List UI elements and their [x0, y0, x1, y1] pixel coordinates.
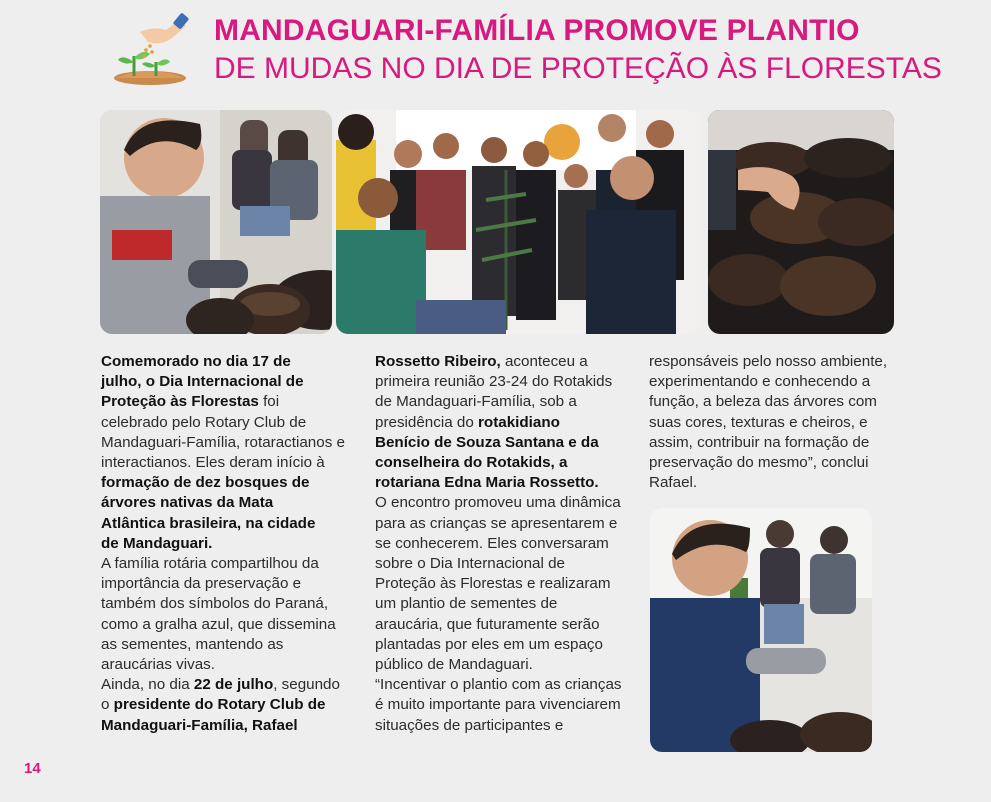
text-line	[649, 413, 911, 433]
body-text: importância da preservação e	[101, 575, 302, 593]
body-text: Rafael.	[649, 474, 698, 492]
headline-line-1: MANDAGUARI-FAMÍLIA PROMOVE PLANTIO	[214, 14, 860, 47]
text-line	[375, 615, 637, 635]
bold-text: julho, o Dia Internacional de	[101, 373, 304, 391]
body-text: “Incentivar o plantio com as crianças	[375, 676, 622, 694]
bold-text: Proteção às Florestas	[101, 393, 259, 411]
text-line	[375, 594, 637, 614]
photo-boy-planting-seeds	[100, 110, 332, 334]
body-text: o	[101, 696, 114, 714]
text-line	[375, 655, 637, 675]
text-line	[649, 433, 911, 453]
body-text: primeira reunião 23-24 do Rotakids	[375, 373, 613, 391]
text-line	[375, 716, 637, 736]
photo-boy-planting-seeds-2	[650, 508, 872, 752]
text-line	[101, 675, 353, 695]
body-text: , segundo	[273, 676, 340, 694]
body-text: aconteceu a	[500, 353, 588, 370]
body-text: preservação do mesmo”, conclui	[649, 454, 869, 472]
body-text: se conhecerem. Eles conversaram	[375, 534, 609, 552]
text-line	[375, 473, 637, 493]
article-column-3	[649, 352, 911, 493]
body-text: plantadas por eles em um espaço	[375, 635, 603, 653]
text-line	[101, 534, 353, 554]
text-line	[649, 473, 911, 493]
body-text: experimentando e conhecendo a	[649, 373, 871, 391]
body-text: é muito importante para vivenciarem	[375, 696, 621, 714]
bold-text: conselheira do Rotakids, a	[375, 454, 568, 472]
body-text: suas cores, texturas e cheiros, e	[649, 413, 868, 431]
text-line	[101, 372, 353, 392]
bold-text: Benício de Souza Santana e da	[375, 433, 599, 451]
body-text: um plantio de sementes de	[375, 595, 558, 613]
text-line	[101, 695, 353, 715]
bold-text: rotariana Edna Maria Rossetto.	[375, 474, 599, 492]
text-line	[649, 372, 911, 392]
body-text: Proteção às Florestas e realizaram	[375, 575, 611, 593]
body-text: interactianos. Eles deram início à	[101, 454, 325, 472]
body-text: responsáveis pelo nosso ambiente,	[649, 353, 888, 370]
text-line	[375, 574, 637, 594]
body-text: também dos símbolos do Paraná,	[101, 595, 329, 613]
bold-text: 22 de julho	[193, 676, 274, 694]
text-line	[649, 453, 911, 473]
text-line	[101, 352, 353, 372]
text-line	[649, 392, 911, 412]
body-text: as sementes, mantendo as	[101, 635, 284, 653]
bold-text: Comemorado no dia 17 de	[101, 353, 291, 370]
body-text: função, a beleza das árvores com	[649, 393, 877, 411]
bold-text: formação de dez bosques de	[101, 474, 310, 492]
text-line	[375, 675, 637, 695]
text-line	[101, 514, 353, 534]
bold-text: Mandaguari-Família, Rafael	[101, 716, 298, 734]
bold-text: presidente do Rotary Club de	[113, 696, 326, 714]
text-line	[101, 594, 353, 614]
body-text: foi	[258, 393, 280, 411]
body-text: assim, contribuir na formação de	[649, 433, 870, 451]
body-text: A família rotária compartilhou da	[101, 555, 319, 573]
text-line	[101, 392, 353, 412]
text-line	[375, 413, 637, 433]
planting-seedling-icon	[110, 12, 190, 86]
body-text: público de Mandaguari.	[375, 656, 533, 674]
bold-text: Atlântica brasileira, na cidade	[101, 514, 316, 532]
text-line	[101, 453, 353, 473]
text-line	[101, 433, 353, 453]
text-line	[375, 635, 637, 655]
body-text: araucárias vivas.	[101, 656, 215, 674]
text-line	[101, 655, 353, 675]
text-line	[649, 352, 911, 372]
text-line	[375, 392, 637, 412]
body-text: O encontro promoveu uma dinâmica	[375, 494, 621, 512]
body-text: Mandaguari-Família, rotaractianos e	[101, 433, 345, 451]
text-line	[101, 493, 353, 513]
page-number: 14	[24, 760, 41, 777]
body-text: situações de participantes e	[375, 716, 564, 734]
text-line	[375, 372, 637, 392]
photo-group-with-seedling	[336, 110, 700, 334]
text-line	[101, 413, 353, 433]
body-text: para as crianças se apresentarem e	[375, 514, 618, 532]
body-text: araucária, que futuramente serão	[375, 615, 600, 633]
text-line	[375, 554, 637, 574]
text-line	[101, 554, 353, 574]
bold-text: rotakidiano	[478, 413, 560, 431]
headline-line-2: DE MUDAS NO DIA DE PROTEÇÃO ÀS FLORESTAS	[214, 52, 942, 85]
text-line	[101, 716, 353, 736]
bold-text: de Mandaguari.	[101, 534, 213, 552]
article-column-2	[375, 352, 637, 736]
body-text: como a gralha azul, que dissemina	[101, 615, 336, 633]
text-line	[101, 473, 353, 493]
text-line	[375, 534, 637, 554]
text-line	[375, 453, 637, 473]
text-line	[101, 635, 353, 655]
text-line	[375, 433, 637, 453]
body-text: celebrado pelo Rotary Club de	[101, 413, 307, 431]
text-line	[101, 574, 353, 594]
body-text: presidência do	[375, 413, 479, 431]
text-line	[101, 615, 353, 635]
text-line	[375, 352, 637, 372]
bold-text: árvores nativas da Mata	[101, 494, 274, 512]
photo-hand-in-soil-pots	[708, 110, 894, 334]
bold-text: Rossetto Ribeiro,	[375, 353, 501, 370]
body-text: Ainda, no dia	[101, 676, 194, 694]
body-text: sobre o Dia Internacional de	[375, 555, 565, 573]
article-column-1	[101, 352, 353, 736]
text-line	[375, 695, 637, 715]
text-line	[375, 493, 637, 513]
text-line	[375, 514, 637, 534]
body-text: de Mandaguari-Família, sob a	[375, 393, 577, 411]
